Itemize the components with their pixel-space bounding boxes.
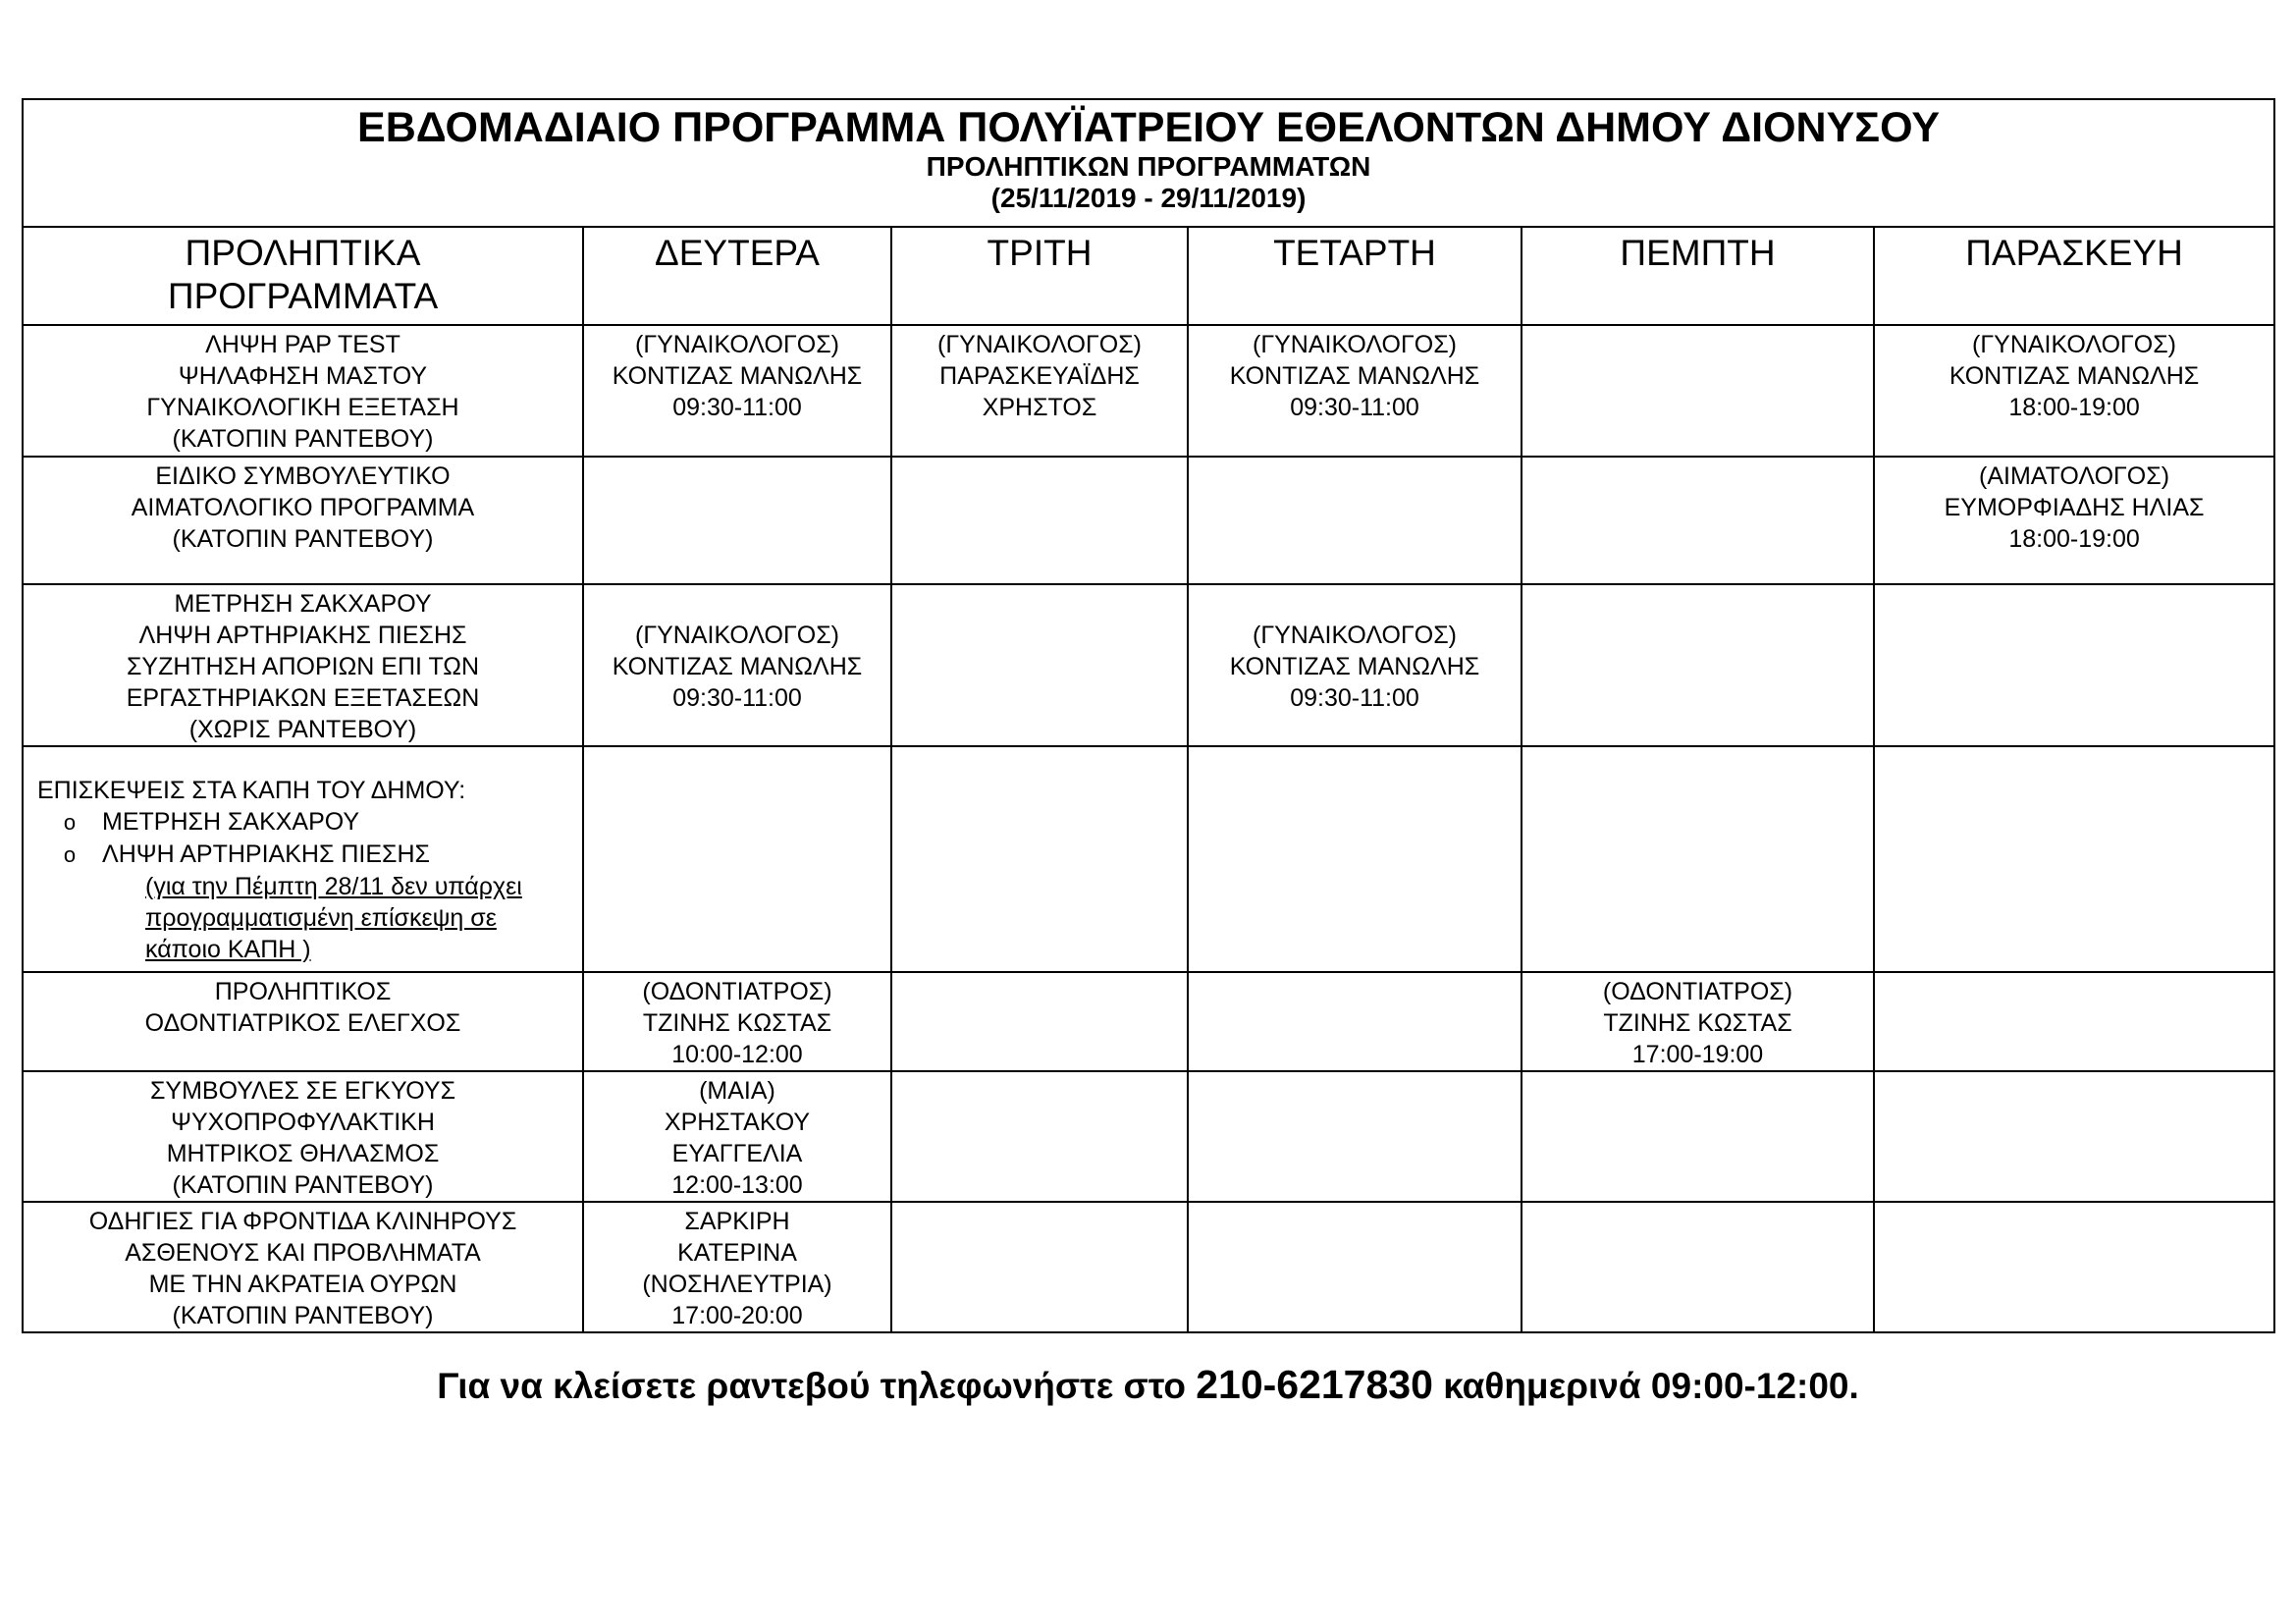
appointment-line: ΚΟΝΤΙΖΑΣ ΜΑΝΩΛΗΣ bbox=[1229, 653, 1480, 680]
appointment-line: (ΑΙΜΑΤΟΛΟΓΟΣ) bbox=[1979, 462, 2170, 490]
bullet-icon: o bbox=[63, 842, 77, 867]
day-cell-monday bbox=[583, 1202, 891, 1332]
program-line: ΛΗΨΗ PAP TEST bbox=[205, 331, 400, 358]
header-wednesday: ΤΕΤΑΡΤΗ bbox=[1188, 227, 1522, 325]
appointment-line: ΤΖΙΝΗΣ ΚΩΣΤΑΣ bbox=[1603, 1009, 1792, 1037]
header-friday: ΠΑΡΑΣΚΕΥΗ bbox=[1874, 227, 2274, 325]
appointment-line: (ΟΔΟΝΤΙΑΤΡΟΣ) bbox=[1602, 978, 1793, 1005]
page-subtitle: ΠΡΟΛΗΠΤΙΚΩΝ ΠΡΟΓΡΑΜΜΑΤΩΝ bbox=[926, 151, 1371, 182]
table-row bbox=[23, 746, 2274, 972]
appointment-line: (ΓΥΝΑΙΚΟΛΟΓΟΣ) bbox=[937, 331, 1142, 358]
appointment-line: ΕΥΑΓΓΕΛΙΑ bbox=[671, 1140, 803, 1167]
program-line: ΨΗΛΑΦΗΣΗ ΜΑΣΤΟΥ bbox=[178, 362, 428, 390]
day-cell-thursday bbox=[1522, 457, 1874, 584]
day-cell-monday bbox=[583, 1071, 891, 1202]
appointment-line: (ΓΥΝΑΙΚΟΛΟΓΟΣ) bbox=[1972, 331, 2177, 358]
header-thursday: ΠΕΜΠΤΗ bbox=[1522, 227, 1874, 325]
day-cell bbox=[583, 746, 891, 972]
program-line: ΑΙΜΑΤΟΛΟΓΙΚΟ ΠΡΟΓΡΑΜΜΑ bbox=[131, 494, 475, 521]
program-cell bbox=[23, 1071, 583, 1202]
visits-note-line: (για την Πέμπτη 28/11 δεν υπάρχει bbox=[145, 873, 522, 900]
day-cell-tuesday bbox=[891, 325, 1188, 457]
table-row bbox=[23, 457, 2274, 584]
appointment-line: 18:00-19:00 bbox=[2008, 394, 2140, 421]
program-line: (ΚΑΤΟΠΙΝ ΡΑΝΤΕΒΟΥ) bbox=[172, 425, 434, 453]
day-cell-thursday bbox=[1522, 972, 1874, 1071]
header-row bbox=[23, 227, 2274, 325]
visits-cell bbox=[23, 746, 583, 972]
program-line: ΕΡΓΑΣΤΗΡΙΑΚΩΝ ΕΞΕΤΑΣΕΩΝ bbox=[126, 684, 480, 712]
program-line: ΛΗΨΗ ΑΡΤΗΡΙΑΚΗΣ ΠΙΕΣΗΣ bbox=[138, 622, 467, 649]
day-cell bbox=[1522, 746, 1874, 972]
page-title: ΕΒΔΟΜΑΔΙΑΙΟ ΠΡΟΓΡΑΜΜΑ ΠΟΛΥΪΑΤΡΕΙΟΥ ΕΘΕΛΟΝΤΩΝ ΔΗΜΟΥ ΔΙΟΝΥΣΟΥ bbox=[357, 104, 1941, 151]
appointment-line: 09:30-11:00 bbox=[672, 684, 802, 712]
day-cell-friday bbox=[1874, 325, 2274, 457]
appointment-line: (ΓΥΝΑΙΚΟΛΟΓΟΣ) bbox=[1253, 622, 1457, 649]
appointment-line bbox=[1195, 588, 1515, 620]
day-cell-friday bbox=[1874, 1202, 2274, 1332]
appointment-line: 18:00-19:00 bbox=[2008, 525, 2140, 553]
appointment-line: ΕΥΜΟΡΦΙΑΔΗΣ ΗΛΙΑΣ bbox=[1944, 494, 2205, 521]
program-line: ΓΥΝΑΙΚΟΛΟΓΙΚΗ ΕΞΕΤΑΣΗ bbox=[146, 394, 459, 421]
appointment-line: ΠΑΡΑΣΚΕΥΑΪΔΗΣ bbox=[939, 362, 1140, 390]
day-cell-thursday bbox=[1522, 1071, 1874, 1202]
visits-intro: ΕΠΙΣΚΕΨΕΙΣ ΣΤΑ ΚΑΠΗ ΤΟΥ ΔΗΜΟΥ: bbox=[37, 777, 466, 804]
program-cell bbox=[23, 325, 583, 457]
header-monday: ΔΕΥΤΕΡΑ bbox=[583, 227, 891, 325]
day-cell-monday bbox=[583, 325, 891, 457]
day-cell-monday bbox=[583, 457, 891, 584]
appointment-line: (ΜΑΙΑ) bbox=[699, 1077, 775, 1105]
program-line: ΨΥΧΟΠΡΟΦΥΛΑΚΤΙΚΗ bbox=[171, 1109, 435, 1136]
table-row bbox=[23, 325, 2274, 457]
program-line: ΣΥΜΒΟΥΛΕΣ ΣΕ ΕΓΚΥΟΥΣ bbox=[149, 1077, 456, 1105]
appointment-line: 17:00-20:00 bbox=[671, 1302, 803, 1329]
appointment-line: 09:30-11:00 bbox=[1290, 684, 1419, 712]
table-row bbox=[23, 584, 2274, 746]
appointment-line: 17:00-19:00 bbox=[1631, 1041, 1764, 1068]
day-cell-wednesday bbox=[1188, 1202, 1522, 1332]
appointment-line: ΚΟΝΤΙΖΑΣ ΜΑΝΩΛΗΣ bbox=[1229, 362, 1480, 390]
appointment-line: (ΟΔΟΝΤΙΑΤΡΟΣ) bbox=[642, 978, 832, 1005]
program-line: ΟΔΟΝΤΙΑΤΡΙΚΟΣ ΕΛΕΓΧΟΣ bbox=[144, 1009, 461, 1037]
day-cell-friday bbox=[1874, 457, 2274, 584]
appointment-line: 12:00-13:00 bbox=[671, 1171, 803, 1199]
day-cell-monday bbox=[583, 972, 891, 1071]
header-programs: ΠΡΟΛΗΠΤΙΚΑ ΠΡΟΓΡΑΜΜΑΤΑ bbox=[23, 227, 583, 325]
day-cell-friday bbox=[1874, 584, 2274, 746]
appointment-line: ΤΖΙΝΗΣ ΚΩΣΤΑΣ bbox=[642, 1009, 832, 1037]
day-cell-wednesday bbox=[1188, 972, 1522, 1071]
appointment-line: (ΓΥΝΑΙΚΟΛΟΓΟΣ) bbox=[1253, 331, 1457, 358]
table-row bbox=[23, 1071, 2274, 1202]
day-cell-thursday bbox=[1522, 325, 1874, 457]
appointment-line: 09:30-11:00 bbox=[672, 394, 802, 421]
booking-footer bbox=[0, 1363, 2296, 1408]
footer-prefix: Για να κλείσετε ραντεβού τηλεφωνήστε στο bbox=[437, 1366, 1186, 1406]
appointment-line bbox=[590, 588, 884, 620]
program-line: (ΧΩΡΙΣ ΡΑΝΤΕΒΟΥ) bbox=[188, 716, 417, 743]
program-cell bbox=[23, 1202, 583, 1332]
program-line: (ΚΑΤΟΠΙΝ ΡΑΝΤΕΒΟΥ) bbox=[172, 1302, 434, 1329]
table-row bbox=[23, 972, 2274, 1071]
program-cell bbox=[23, 457, 583, 584]
day-cell-tuesday bbox=[891, 457, 1188, 584]
day-cell bbox=[891, 746, 1188, 972]
day-cell-wednesday bbox=[1188, 457, 1522, 584]
appointment-line: ΚΑΤΕΡΙΝΑ bbox=[677, 1239, 797, 1267]
bullet-icon: o bbox=[63, 810, 77, 835]
day-cell bbox=[1874, 746, 2274, 972]
day-cell-wednesday bbox=[1188, 1071, 1522, 1202]
footer-phone: 210-6217830 bbox=[1196, 1362, 1433, 1407]
visits-note-line: προγραμματισμένη επίσκεψη σε bbox=[145, 904, 497, 932]
day-cell-thursday bbox=[1522, 1202, 1874, 1332]
day-cell bbox=[1188, 746, 1522, 972]
program-cell bbox=[23, 584, 583, 746]
day-cell-friday bbox=[1874, 1071, 2274, 1202]
program-line: ΜΕΤΡΗΣΗ ΣΑΚΧΑΡΟΥ bbox=[174, 590, 432, 618]
program-line: ΠΡΟΛΗΠΤΙΚΟΣ bbox=[214, 978, 392, 1005]
list-item: o ΛΗΨΗ ΑΡΤΗΡΙΑΚΗΣ ΠΙΕΣΗΣ bbox=[37, 839, 576, 871]
day-cell-tuesday bbox=[891, 972, 1188, 1071]
program-line: (ΚΑΤΟΠΙΝ ΡΑΝΤΕΒΟΥ) bbox=[172, 1171, 434, 1199]
appointment-line: ΚΟΝΤΙΖΑΣ ΜΑΝΩΛΗΣ bbox=[612, 362, 863, 390]
appointment-line: 09:30-11:00 bbox=[1290, 394, 1419, 421]
program-line: ΜΗΤΡΙΚΟΣ ΘΗΛΑΣΜΟΣ bbox=[166, 1140, 440, 1167]
program-line: ΑΣΘΕΝΟΥΣ ΚΑΙ ΠΡΟΒΛΗΜΑΤΑ bbox=[125, 1239, 481, 1267]
appointment-line: (ΓΥΝΑΙΚΟΛΟΓΟΣ) bbox=[635, 622, 839, 649]
header-tuesday: ΤΡΙΤΗ bbox=[891, 227, 1188, 325]
appointment-line: 10:00-12:00 bbox=[671, 1041, 803, 1068]
program-line: ΕΙΔΙΚΟ ΣΥΜΒΟΥΛΕΥΤΙΚΟ bbox=[155, 462, 451, 490]
day-cell-thursday bbox=[1522, 584, 1874, 746]
footer-suffix: καθημερινά 09:00-12:00. bbox=[1443, 1366, 1859, 1406]
program-cell bbox=[23, 972, 583, 1071]
day-cell-wednesday bbox=[1188, 325, 1522, 457]
day-cell-friday bbox=[1874, 972, 2274, 1071]
title-cell bbox=[23, 99, 2274, 227]
appointment-line: ΚΟΝΤΙΖΑΣ ΜΑΝΩΛΗΣ bbox=[612, 653, 863, 680]
schedule-table bbox=[22, 98, 2275, 1333]
appointment-line: ΧΡΗΣΤΑΚΟΥ bbox=[664, 1109, 811, 1136]
visits-note-line: κάποιο ΚΑΠΗ ) bbox=[145, 936, 311, 963]
date-range: (25/11/2019 - 29/11/2019) bbox=[990, 183, 1307, 213]
appointment-line: ΚΟΝΤΙΖΑΣ ΜΑΝΩΛΗΣ bbox=[1949, 362, 2200, 390]
day-cell-monday bbox=[583, 584, 891, 746]
day-cell-tuesday bbox=[891, 584, 1188, 746]
day-cell-tuesday bbox=[891, 1202, 1188, 1332]
appointment-line: ΧΡΗΣΤΟΣ bbox=[982, 394, 1097, 421]
list-item: o ΜΕΤΡΗΣΗ ΣΑΚΧΑΡΟΥ bbox=[37, 806, 576, 839]
appointment-line: (ΓΥΝΑΙΚΟΛΟΓΟΣ) bbox=[635, 331, 839, 358]
appointment-line: ΣΑΡΚΙΡΗ bbox=[684, 1208, 790, 1235]
program-line: (ΚΑΤΟΠΙΝ ΡΑΝΤΕΒΟΥ) bbox=[172, 525, 434, 553]
day-cell-tuesday bbox=[891, 1071, 1188, 1202]
visits-list bbox=[37, 806, 576, 871]
table-row bbox=[23, 1202, 2274, 1332]
day-cell-wednesday bbox=[1188, 584, 1522, 746]
program-line: ΜΕ ΤΗΝ ΑΚΡΑΤΕΙΑ ΟΥΡΩΝ bbox=[148, 1271, 457, 1298]
program-line: ΟΔΗΓΙΕΣ ΓΙΑ ΦΡΟΝΤΙΔΑ ΚΛΙΝΗΡΟΥΣ bbox=[88, 1208, 517, 1235]
program-line: ΣΥΖΗΤΗΣΗ ΑΠΟΡΙΩΝ ΕΠΙ ΤΩΝ bbox=[126, 653, 480, 680]
appointment-line: (ΝΟΣΗΛΕΥΤΡΙΑ) bbox=[642, 1271, 832, 1298]
